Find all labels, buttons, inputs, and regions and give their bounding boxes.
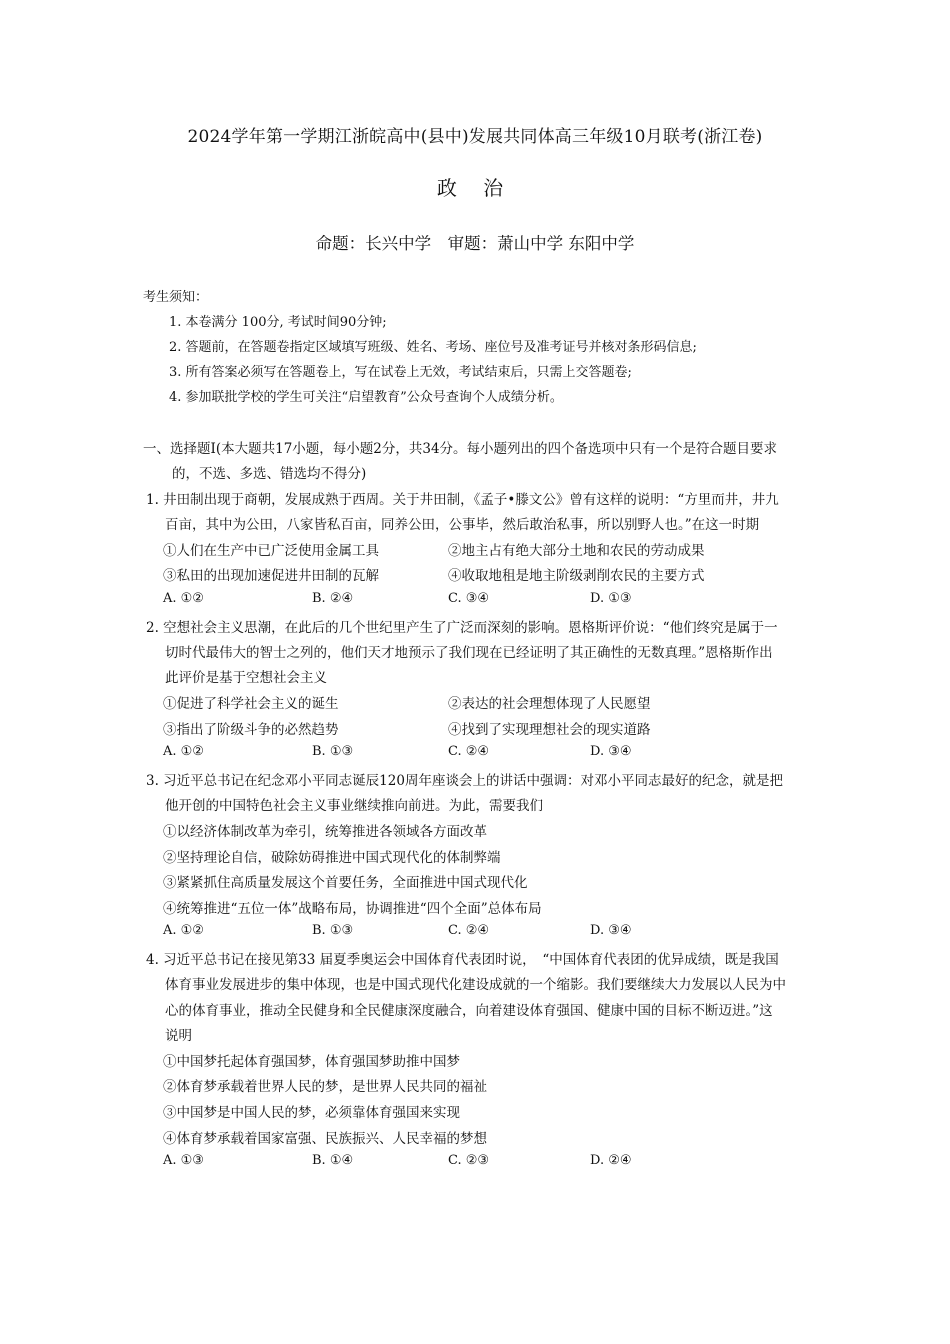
question-3-choice-c: C. ②④ <box>448 923 490 938</box>
question-3-choice-a: A. ①② <box>163 923 204 938</box>
question-1-item: ①人们在生产中已广泛使用金属工具 <box>163 543 379 559</box>
notice-item: 1. 本卷满分 100分, 考试时间90分钟; <box>169 315 387 330</box>
question-2-item: ③指出了阶级斗争的必然趋势 <box>163 722 339 738</box>
question-1-stem-cont: 百亩，其中为公田，八家皆私百亩，同养公田，公事毕，然后敢治私事，所以别野人也。”在这一时期 <box>165 517 760 533</box>
section-heading-cont: 的，不选、多选、错选均不得分) <box>172 466 367 482</box>
question-2-choice-b: B. ①③ <box>312 744 354 759</box>
question-4-item: ②体育梦承载着世界人民的梦，是世界人民共同的福祉 <box>163 1079 487 1095</box>
question-3-choice-d: D. ③④ <box>590 923 632 938</box>
question-4-stem-cont: 体育事业发展进步的集中体现，也是中国式现代化建设成就的一个缩影。我们要继续大力发展以人民为中 <box>165 977 786 993</box>
question-1-choice-a: A. ①② <box>163 591 204 606</box>
question-3-item: ①以经济体制改革为牵引，统筹推进各领域各方面改革 <box>163 824 487 840</box>
question-1-item: ②地主占有绝大部分土地和农民的劳动成果 <box>448 543 705 559</box>
question-2-item: ①促进了科学社会主义的诞生 <box>163 696 339 712</box>
authors-line: 命题：长兴中学 审题：萧山中学 东阳中学 <box>315 234 635 253</box>
notice-heading: 考生须知： <box>143 290 209 305</box>
notice-item: 3. 所有答案必须写在答题卷上，写在试卷上无效，考试结束后，只需上交答题卷; <box>169 365 632 380</box>
question-2-stem-cont: 切时代最伟大的智士之列的，他们天才地预示了我们现在已经证明了其正确性的无数真理。”恩格斯作出 <box>165 645 773 661</box>
question-3-stem-cont: 他开创的中国特色社会主义事业继续推向前进。为此，需要我们 <box>165 798 543 814</box>
question-4-stem: 4. 习近平总书记在接见第33 届夏季奥运会中国体育代表团时说， “中国体育代表团的优异成绩，既是我国 <box>146 952 779 968</box>
question-2-item: ②表达的社会理想体现了人民愿望 <box>448 696 651 712</box>
section-heading: 一、选择题Ⅰ(本大题共17小题，每小题2分，共34分。每小题列出的四个备选项中只有一个是符合题目要求 <box>143 441 778 457</box>
question-2-stem: 2. 空想社会主义思潮，在此后的几个世纪里产生了广泛而深刻的影响。恩格斯评价说：“他们终究是属于一 <box>146 620 778 636</box>
question-4-choice-c: C. ②③ <box>448 1153 490 1168</box>
question-2-choice-c: C. ②④ <box>448 744 490 759</box>
question-1-item: ③私田的出现加速促进井田制的瓦解 <box>163 568 379 584</box>
notice-item: 4. 参加联批学校的学生可关注“启望教育”公众号查询个人成绩分析。 <box>169 390 563 405</box>
question-2-stem-cont: 此评价是基于空想社会主义 <box>165 670 327 686</box>
question-1-stem: 1. 井田制出现于商朝，发展成熟于西周。关于井田制，《孟子•滕文公》曾有这样的说明：“方里而井，井九 <box>146 492 779 508</box>
notice-item: 2. 答题前，在答题卷指定区域填写班级、姓名、考场、座位号及准考证号并核对条形码信息; <box>169 340 697 355</box>
question-2-choice-d: D. ③④ <box>590 744 632 759</box>
subject-title: 政 治 <box>436 176 514 200</box>
question-3-item: ②坚持理论自信，破除妨碍推进中国式现代化的体制弊端 <box>163 850 501 866</box>
question-1-choice-c: C. ③④ <box>448 591 490 606</box>
question-1-choice-d: D. ①③ <box>590 591 632 606</box>
question-4-item: ①中国梦托起体育强国梦，体育强国梦助推中国梦 <box>163 1054 460 1070</box>
question-3-item: ③紧紧抓住高质量发展这个首要任务，全面推进中国式现代化 <box>163 875 528 891</box>
question-2-choice-a: A. ①② <box>163 744 204 759</box>
question-3-item: ④统筹推进“五位一体”战略布局，协调推进“四个全面”总体布局 <box>163 901 542 917</box>
question-4-choice-b: B. ①④ <box>312 1153 354 1168</box>
question-4-item: ④体育梦承载着国家富强、民族振兴、人民幸福的梦想 <box>163 1131 487 1147</box>
question-4-choice-d: D. ②④ <box>590 1153 632 1168</box>
question-3-choice-b: B. ①③ <box>312 923 354 938</box>
question-4-stem-cont: 心的体育事业，推动全民健身和全民健康深度融合，向着建设体育强国、健康中国的目标不断迈进。”这 <box>165 1003 773 1019</box>
question-2-item: ④找到了实现理想社会的现实道路 <box>448 722 651 738</box>
question-4-item: ③中国梦是中国人民的梦，必须靠体育强国来实现 <box>163 1105 460 1121</box>
question-1-item: ④收取地租是地主阶级剥削农民的主要方式 <box>448 568 705 584</box>
question-4-choice-a: A. ①③ <box>163 1153 204 1168</box>
question-3-stem: 3. 习近平总书记在纪念邓小平同志诞辰120周年座谈会上的讲话中强调：对邓小平同志最好的纪念，就是把 <box>146 773 783 789</box>
question-1-choice-b: B. ②④ <box>312 591 354 606</box>
question-4-stem-cont: 说明 <box>165 1028 192 1044</box>
exam-title: 2024学年第一学期江浙皖高中(县中)发展共同体高三年级10月联考(浙江卷) <box>187 127 763 147</box>
